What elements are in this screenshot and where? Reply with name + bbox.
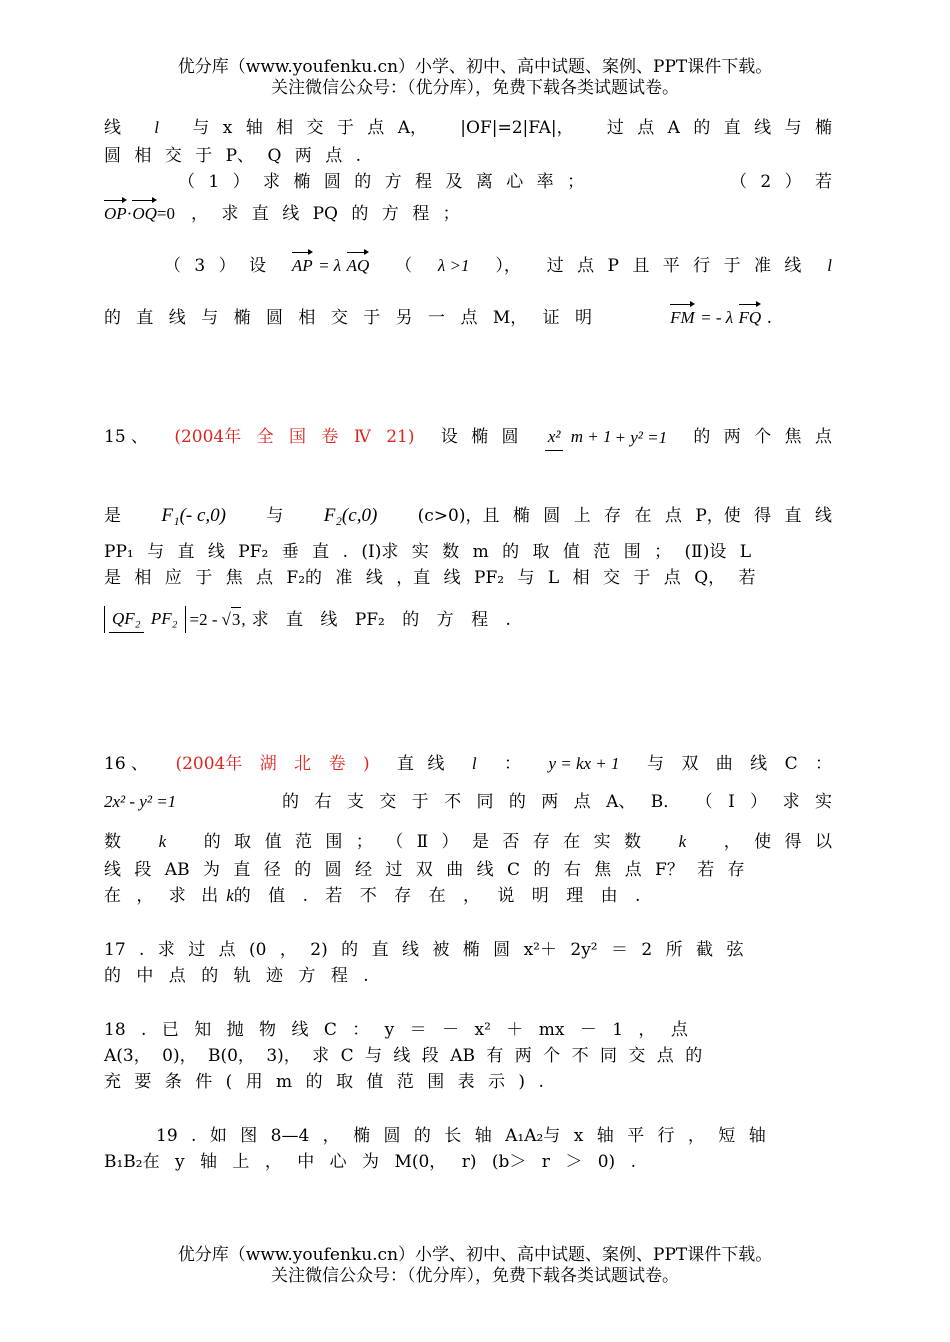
p17-line-1 — [104, 938, 832, 962]
sqrt-symbol: √ — [221, 609, 231, 629]
p14-q2-text: ， 求 直 线 PQ 的 方 程 ； — [191, 204, 460, 224]
fraction-denominator: m + 1 — [570, 427, 612, 446]
p16-line-4 — [104, 858, 832, 882]
p18-line-1 — [104, 1018, 832, 1042]
problem-number: 16 、 — [104, 754, 149, 774]
p14-var-l: l — [154, 118, 160, 137]
lambda-condition: λ >1 — [437, 256, 470, 275]
fraction-denominator: PF₂ — [150, 609, 178, 628]
page-header-line-2: 关注微信公众号：（优分库），免费下载各类试题试卷。 — [271, 78, 679, 98]
p17-text: 17 . 求 过 点 (0 ， 2) 的 直 线 被 椭 圆 x²＋ 2y² ＝ 2 所 截 弦 — [104, 940, 744, 960]
ellipse-equation-rest: + y² =1 — [614, 427, 668, 447]
p16-var-l: l — [471, 754, 477, 773]
colon: ： — [504, 754, 522, 774]
p15-text: 设 椭 圆 — [440, 427, 519, 447]
fraction-numerator: QF₂ — [109, 607, 144, 633]
p14-var-l: l — [827, 256, 832, 275]
p15-text: 与 — [266, 506, 284, 526]
vector-equation-fm — [670, 302, 772, 330]
p15-text: (c>0)，且 椭 圆 上 存 在 点 P，使 得 直 线 — [417, 506, 832, 526]
p14-q3-text: 的 直 线 与 椭 圆 相 交 于 另 一 点 M， 证 明 — [104, 308, 593, 328]
p16-text: 的 右 支 交 于 不 同 的 两 点 A、 B． （ Ⅰ ） 求 实 — [282, 792, 832, 812]
p16-line-3 — [104, 830, 832, 854]
p18-line-3 — [104, 1070, 832, 1094]
p16-text: 线 段 AB 为 直 径 的 圆 经 过 双 曲 线 C 的 右 焦 点 F？ 若 存 — [104, 860, 745, 880]
var-k: k — [226, 886, 234, 905]
equals-zero: =0 — [156, 204, 175, 223]
ellipse-fraction — [545, 424, 615, 451]
p16-text: 数 — [104, 832, 121, 852]
ellipse-equation — [545, 424, 667, 451]
p15-line-1 — [104, 424, 832, 451]
dot-operator: · — [126, 204, 133, 223]
p14-line-2 — [104, 144, 832, 168]
p16-line-5 — [104, 884, 832, 908]
p14-q3-text: 过 点 P 且 平 行 于 准 线 — [546, 256, 802, 276]
line-equation: y = kx + 1 — [548, 754, 620, 773]
p15-text: PP₁ 与 直 线 PF₂ 垂 直 . (Ⅰ)求 实 数 m 的 取 值 范 围 ； (Ⅱ)设 L — [104, 542, 752, 562]
p14-text: 与 x 轴 相 交 于 点 A， — [192, 118, 427, 138]
p18-text: A(3， 0)， B(0， 3)， 求 C 与 线 段 AB 有 两 个 不 同 交 点 的 — [104, 1046, 703, 1066]
fraction-numerator: x² — [545, 425, 564, 451]
p14-question-1 — [104, 170, 832, 194]
p14-line-1 — [104, 116, 832, 140]
p15-text: 的 两 个 焦 点 — [693, 427, 832, 447]
paren-close: ）， — [495, 256, 521, 276]
comma: , — [241, 609, 246, 629]
problem-source: (2004年 全 国 卷 Ⅳ 21) — [174, 427, 415, 447]
vector-aq: AQ — [347, 250, 370, 278]
p16-text: ， 使 得 以 — [723, 832, 832, 852]
p15-line-3 — [104, 540, 832, 564]
vector-equation-ap — [292, 250, 369, 278]
page-header-line-1: 优分库（www.youfenku.cn）小学、初中、高中试题、案例、PPT课件下载。 — [177, 57, 773, 77]
focus-f2: F₂(c,0) — [323, 505, 378, 526]
hyperbola-equation: 2x² - y² =1 — [104, 792, 177, 811]
p16-text: 的 取 值 范 围 ； （ Ⅱ ） 是 否 存 在 实 数 — [203, 832, 641, 852]
vector-fq: FQ — [739, 302, 762, 330]
p15-text: 求 直 线 PF₂ 的 方 程 . — [251, 609, 511, 630]
ratio-equals: =2 - — [189, 609, 218, 629]
p19-line-1 — [104, 1124, 832, 1148]
p14-question-3 — [104, 250, 832, 278]
p18-line-2 — [104, 1044, 832, 1068]
equals-lambda: = λ — [318, 256, 342, 275]
p14-text: 线 — [104, 118, 121, 138]
p17-line-2 — [104, 964, 832, 988]
sqrt-radicand: 3 — [231, 607, 242, 632]
p17-text: 的 中 点 的 轨 迹 方 程 . — [104, 966, 369, 986]
p16-text: 直 线 — [397, 754, 445, 774]
ratio-fraction — [109, 606, 181, 633]
p19-line-2 — [104, 1150, 832, 1174]
p15-text: 是 相 应 于 焦 点 F₂的 准 线 ，直 线 PF₂ 与 L 相 交 于 点 Q， 若 — [104, 568, 756, 588]
p16-text: 的 值 . 若 不 存 在 ， 说 明 理 由 . — [233, 886, 641, 906]
problem-number: 15 、 — [104, 427, 149, 447]
paren-open: （ — [395, 256, 413, 276]
var-k: k — [158, 832, 167, 851]
vector-op: OP — [104, 198, 127, 226]
p16-text: 在 ， 求 出 — [104, 886, 219, 906]
page-footer-line-2: 关注微信公众号：（优分库），免费下载各类试题试卷。 — [271, 1266, 679, 1286]
p14-text: 过 点 A 的 直 线 与 椭 — [606, 118, 832, 138]
p18-text: 充 要 条 件 ( 用 m 的 取 值 范 围 表 示 ) . — [104, 1072, 544, 1092]
p16-text: 与 双 曲 线 C ： — [646, 754, 832, 774]
var-k: k — [678, 832, 687, 851]
p15-text: 是 — [104, 506, 121, 526]
p14-question-3-cont — [104, 302, 832, 330]
vector-oq: OQ — [132, 198, 157, 226]
focus-f1: F₁(- c,0) — [161, 505, 226, 526]
p14-q2-label: （ 2 ） 若 — [729, 172, 832, 192]
p19-text: B₁B₂在 y 轴 上 ， 中 心 为 M(0， r) (b＞ r ＞ 0) . — [104, 1152, 636, 1172]
p15-line-4 — [104, 566, 832, 590]
vector-fm: FM — [670, 302, 695, 330]
p19-text: 19 . 如 图 8—4 ， 椭 圆 的 长 轴 A₁A₂与 x 轴 平 行 ， 短 轴 — [156, 1126, 766, 1146]
p16-line-1 — [104, 752, 832, 776]
p14-q3-label: （ 3 ） 设 — [164, 256, 267, 276]
problem-source: (2004年 湖 北 卷 ) — [175, 754, 370, 774]
period: . — [766, 308, 772, 328]
p18-text: 18 . 已 知 抛 物 线 C ： y ＝ － x² ＋ mx － 1 ， 点 — [104, 1020, 688, 1040]
p15-line-5 — [104, 606, 832, 633]
p16-line-2 — [104, 780, 832, 814]
p14-q1-text: （ 1 ） 求 椭 圆 的 方 程 及 离 心 率 ； — [178, 172, 585, 192]
vector-ap: AP — [292, 250, 313, 278]
p14-question-2 — [104, 198, 832, 226]
p14-abs-condition: |OF|=2|FA|， — [460, 118, 574, 138]
p15-line-2 — [104, 490, 832, 528]
equals-neg-lambda: = - λ — [700, 308, 734, 327]
p14-text: 圆 相 交 于 P、 Q 两 点 . — [104, 146, 362, 166]
ratio-abs-value — [104, 606, 186, 633]
page-footer-line-1: 优分库（www.youfenku.cn）小学、初中、高中试题、案例、PPT课件下载。 — [177, 1245, 773, 1265]
